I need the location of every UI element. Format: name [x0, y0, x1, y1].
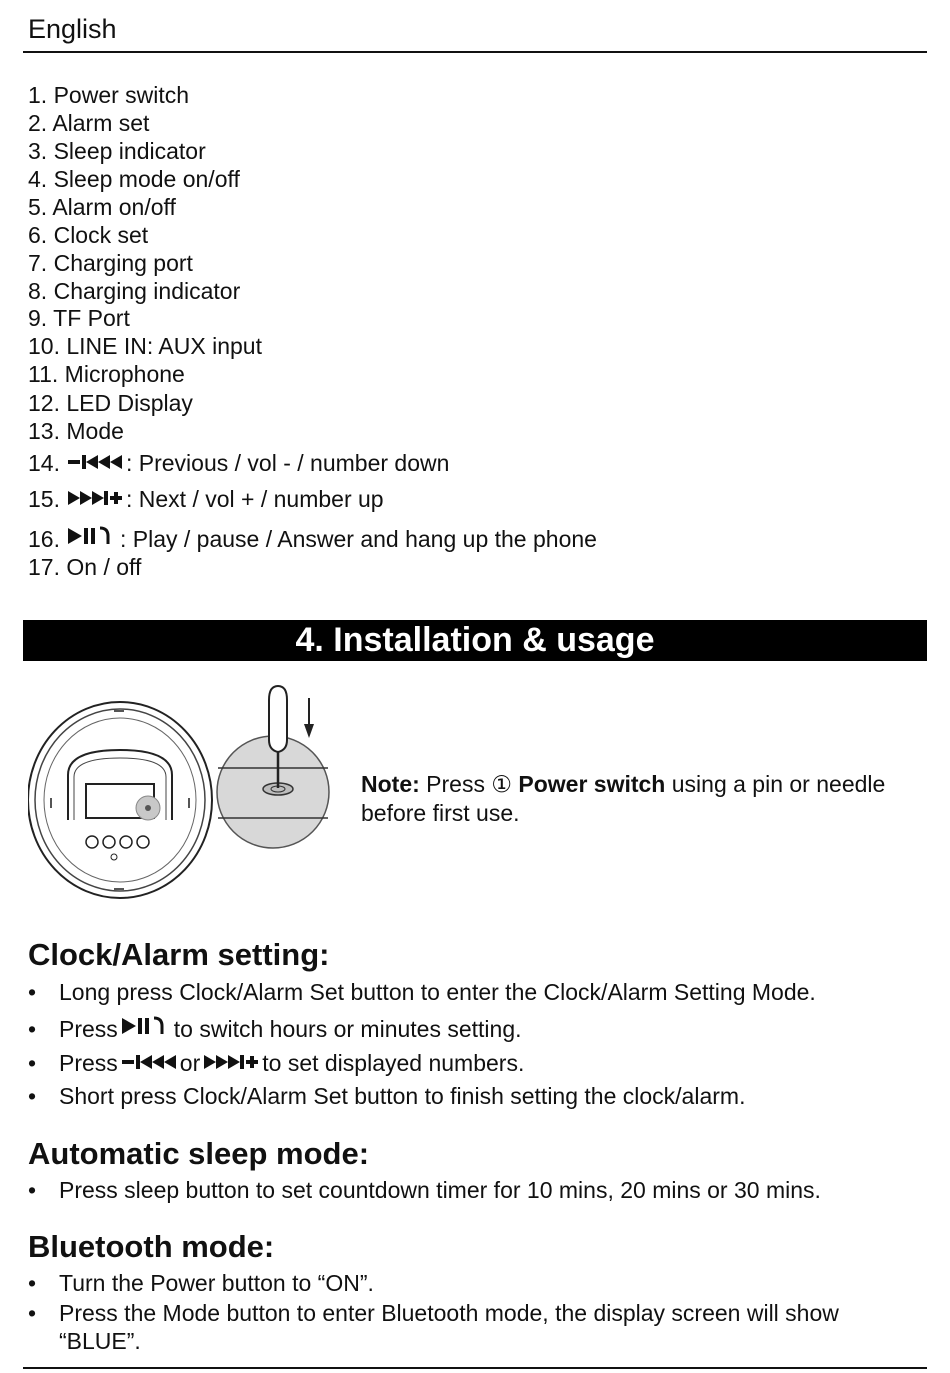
play-pause-icon [68, 524, 116, 554]
list-item: 15. : Next / vol + / number up [28, 486, 384, 512]
list-item: • Press or to set displayed numbers. [28, 1050, 525, 1076]
list-item: 12. LED Display [28, 390, 193, 416]
list-item: 4. Sleep mode on/off [28, 166, 240, 192]
sleep-mode-heading: Automatic sleep mode: [28, 1136, 370, 1171]
list-item: 8. Charging indicator [28, 278, 241, 304]
list-item: 14. : Previous / vol - / number down [28, 450, 450, 476]
circled-number: ① [491, 771, 512, 797]
list-item: • Press the Mode button to enter Bluetooth mode, the display screen will show [28, 1300, 839, 1326]
list-item: • Press sleep button to set countdown timer for 10 mins, 20 mins or 30 mins. [28, 1177, 821, 1203]
list-item: 11. Microphone [28, 361, 185, 387]
previous-icon [122, 1051, 176, 1078]
list-item: • Short press Clock/Alarm Set button to finish setting the clock/alarm. [28, 1083, 746, 1109]
clock-alarm-heading: Clock/Alarm setting: [28, 937, 330, 972]
device-illustration [28, 680, 338, 910]
section-title: 4. Installation & usage [295, 621, 655, 659]
installation-note: Note: Press ① Power switch using a pin or needle before first use. [361, 771, 886, 826]
list-item: • Turn the Power button to “ON”. [28, 1270, 374, 1296]
list-item: 13. Mode [28, 418, 124, 444]
list-item: 17. On / off [28, 554, 142, 580]
list-item: • Press to switch hours or minutes setting. [28, 1016, 522, 1042]
top-divider [23, 51, 927, 53]
list-item: 2. Alarm set [28, 110, 150, 136]
list-item: 3. Sleep indicator [28, 138, 206, 164]
list-item: 16. : Play / pause / Answer and hang up the phone [28, 526, 597, 552]
bottom-divider [23, 1367, 927, 1369]
section-title-bar [23, 620, 927, 661]
list-item: 7. Charging port [28, 250, 193, 276]
list-item: 6. Clock set [28, 222, 149, 248]
next-icon [68, 487, 122, 514]
play-pause-icon [122, 1014, 170, 1044]
list-item: 1. Power switch [28, 82, 190, 108]
list-item: 10. LINE IN: AUX input [28, 333, 262, 359]
list-item: 9. TF Port [28, 305, 130, 331]
list-item: 5. Alarm on/off [28, 194, 176, 220]
previous-icon [68, 451, 122, 478]
list-item: • Long press Clock/Alarm Set button to enter the Clock/Alarm Setting Mode. [28, 979, 816, 1005]
next-icon [204, 1051, 258, 1078]
page-language-label: English [28, 14, 117, 44]
list-item-continuation: “BLUE”. [59, 1328, 141, 1354]
bluetooth-mode-heading: Bluetooth mode: [28, 1229, 275, 1264]
